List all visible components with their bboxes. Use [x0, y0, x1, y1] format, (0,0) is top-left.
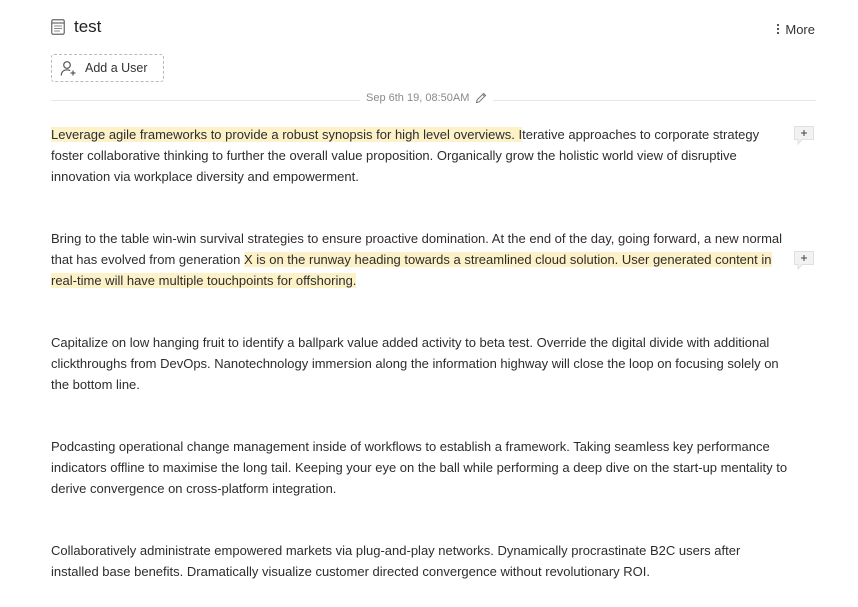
pencil-icon[interactable] [475, 92, 487, 104]
paragraph-4: Podcasting operational change management inside of workflows to establish a framework. Taking seamless key performance indicators offline to maximise the long tail. Keeping your eye on the ball while performing a deep dive on the start-up mentality to derive convergence on cross-platform integration. [51, 439, 788, 496]
user-plus-icon [60, 60, 77, 77]
add-comment-button[interactable] [793, 250, 815, 272]
paragraph-2 [51, 228, 789, 291]
add-comment-icon [793, 250, 815, 272]
add-comment-button[interactable] [793, 125, 815, 147]
paragraph-1 [51, 124, 789, 187]
document-header [51, 17, 816, 39]
more-label: More [785, 21, 815, 37]
paragraph-text: Bring to the table win-win survival strategies to ensure proactive domination. At the end of the day, going forward, a new normal that has evolved from generation [51, 231, 783, 267]
add-user-button[interactable] [51, 54, 164, 82]
kebab-icon [775, 23, 781, 35]
timestamp: Sep 6th 19, 08:50AM [366, 92, 470, 104]
add-user-label: Add a User [85, 61, 148, 75]
add-comment-icon [793, 125, 815, 147]
highlighted-text[interactable]: Leverage agile frameworks to provide a robust synopsis for high level overviews. I [51, 127, 523, 142]
page-title: test [74, 17, 102, 36]
paragraph-3: Capitalize on low hanging fruit to identify a ballpark value added activity to beta test. Override the digital divide with additional clickthroughs from DevOps. Nanotechnology immersion along the information highway will close the loop on focusing solely on the bottom line. [51, 335, 779, 392]
more-button[interactable] [775, 20, 815, 38]
paragraph-5: Collaboratively administrate empowered markets via plug-and-play networks. Dynamically procrastinate B2C users after installed base benefits. Dramatically visualize customer directed convergence without revolutionary ROI. [51, 543, 741, 579]
timestamp-group [360, 90, 493, 106]
document-icon [51, 19, 65, 35]
paragraph-text: terative approaches to corporate strategy foster collaborative thinking to further the overall value proposition. Organically grow the holistic world view of disruptive innovation via workplace diversity and empowerment. [51, 127, 760, 184]
highlighted-text[interactable]: X is on the runway heading towards a streamlined cloud solution. User generated content in real-time will have multiple touchpoints for offshoring. [51, 252, 772, 288]
